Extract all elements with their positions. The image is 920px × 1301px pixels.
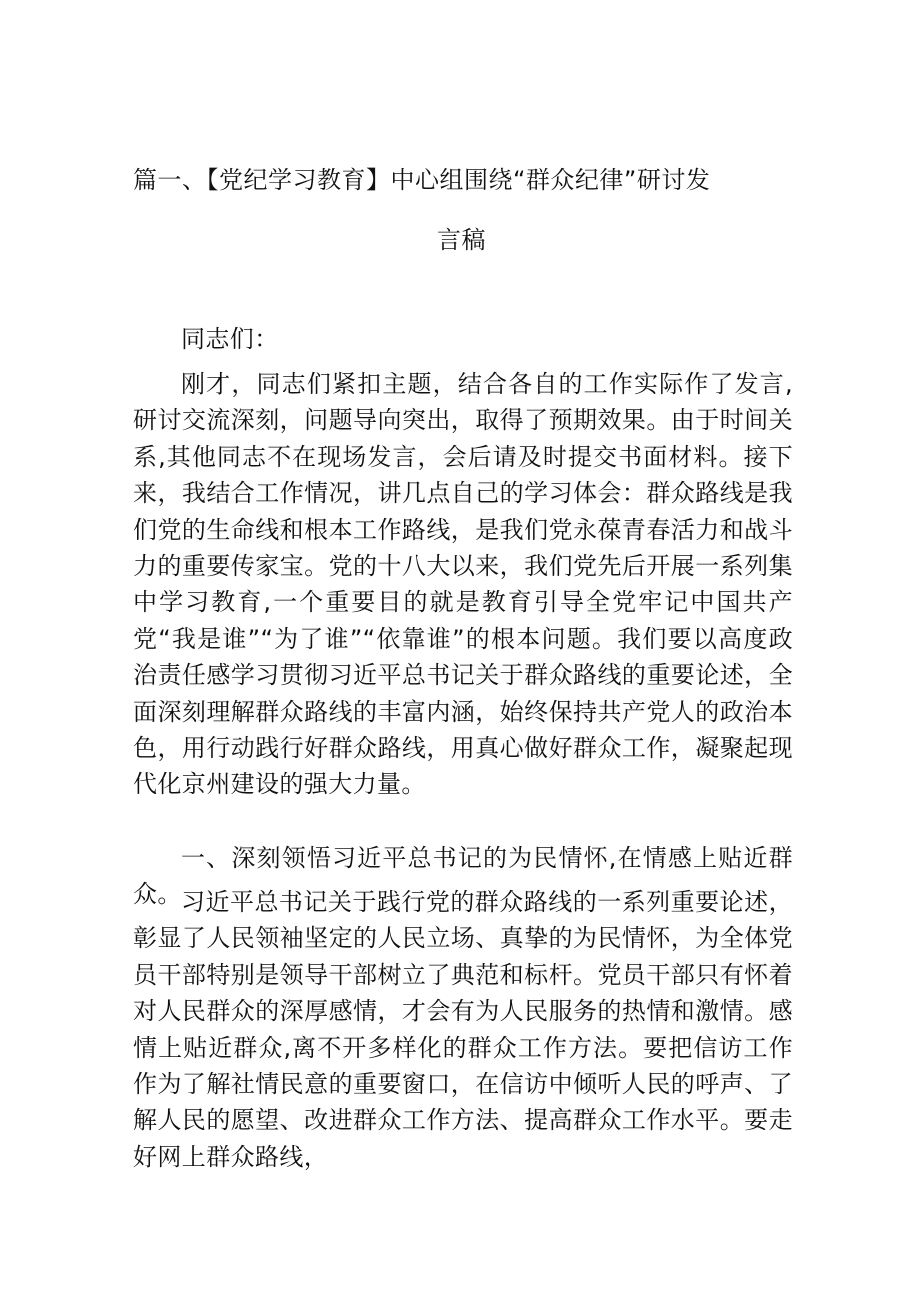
salutation: 同志们： xyxy=(181,325,279,353)
section-heading-1: 一、深刻领悟习近平总书记的为民情怀,在情感上贴近群众。 xyxy=(133,844,793,909)
paragraph-opening: 刚才，同志们紧扣主题，结合各自的工作实际作了发言,研讨交流深刻，问题导向突出，取得了预期效果。由于时间关系,其他同志不在现场发言，会后请及时提交书面材料。接下来，我结合工作情况，讲几点自己的学习体会：群众路线是我们党的生命线和根本工作路线，是我们党永葆青春活力和战斗力的重要传家宝。党的十八大以来，我们党先后开展一系列集中学习教育,一个重要目的就是教育引导全党牢记中国共产党“我是谁”“为了谁”“依靠谁”的根本问题。我们要以高度政治责任感学习贯彻习近平总书记关于群众路线的重要论述，全面深刻理解群众路线的丰富内涵，始终保持共产党人的政治本色，用行动践行好群众路线，用真心做好群众工作，凝聚起现代化京州建设的强大力量。 xyxy=(133,370,793,799)
document-title-line-1: 篇一、【党纪学习教育】中心组围绕“群众纪律”研讨发 xyxy=(133,166,711,194)
document-title-line-2: 言稿 xyxy=(437,226,486,254)
paragraph-section-1: 习近平总书记关于践行党的群众路线的一系列重要论述，彰显了人民领袖坚定的人民立场、真挚的为民情怀，为全体党员干部特别是领导干部树立了典范和标杆。党员干部只有怀着对人民群众的深厚感情，才会有为人民服务的热情和激情。感情上贴近群众,离不开多样化的群众工作方法。要把信访工作作为了解社情民意的重要窗口，在信访中倾听人民的呼声、了解人民的愿望、改进群众工作方法、提高群众工作水平。要走好网上群众路线， xyxy=(133,888,793,1171)
